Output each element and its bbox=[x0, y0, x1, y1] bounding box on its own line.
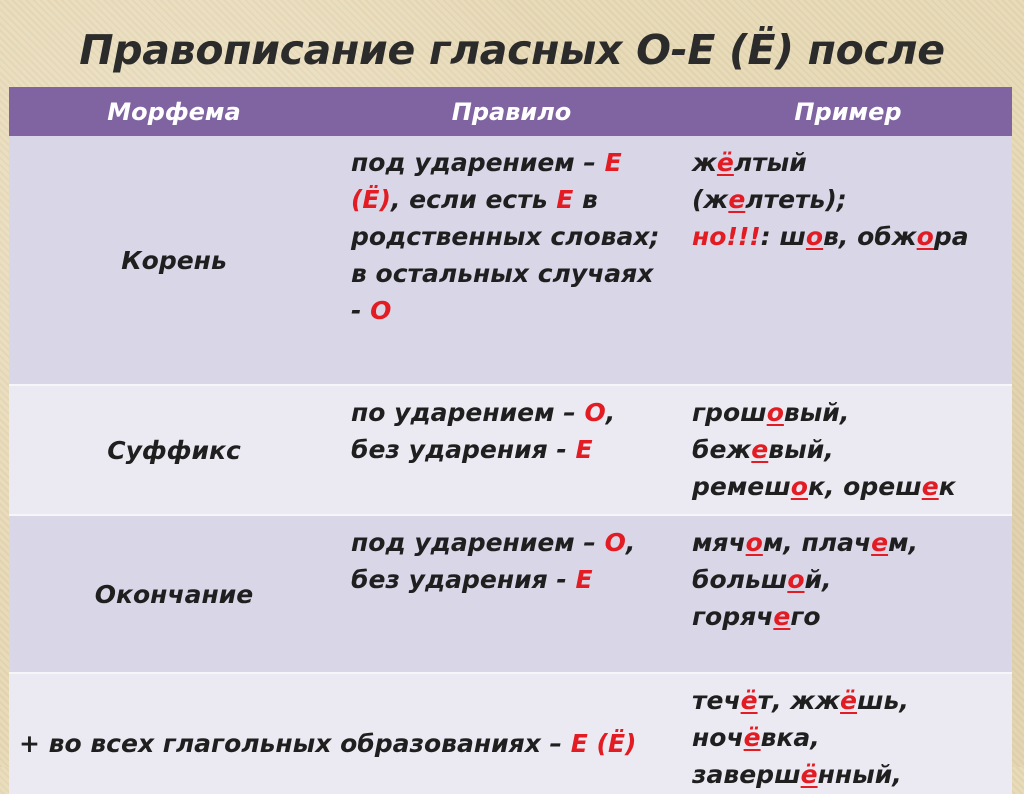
table-row-ending bbox=[9, 514, 1012, 672]
rule-cell: под ударением – О, без ударения - Е bbox=[351, 528, 636, 594]
header-morpheme: Морфема bbox=[107, 97, 241, 126]
example-cell: грошовый, бежевый, ремешок, орешек bbox=[692, 398, 956, 501]
header-example: Пример bbox=[794, 97, 902, 126]
morpheme-cell: Окончание bbox=[94, 579, 254, 609]
morpheme-cell: Суффикс bbox=[107, 435, 241, 465]
table-row-suffix bbox=[9, 384, 1012, 514]
example-cell: мячом, плачем, большой, горячего bbox=[692, 528, 919, 631]
header-rule: Правило bbox=[451, 97, 572, 126]
rule-cell: под ударением – Е (Ё), если есть Е в родственных словах; в остальных случаях - О bbox=[351, 148, 660, 325]
morpheme-cell: Корень bbox=[121, 245, 227, 275]
example-cell: течёт, жжёшь, ночёвка, завершённый, bbox=[692, 686, 909, 789]
rule-cell: по ударением – О, без ударения - Е bbox=[351, 398, 616, 464]
verbal-rule-cell: + во всех глагольных образованиях – Е (Ё) bbox=[19, 728, 637, 758]
spelling-rules-table bbox=[9, 87, 1012, 794]
page-title: Правописание гласных О-Е (Ё) после bbox=[79, 26, 945, 74]
table-header bbox=[9, 87, 1012, 136]
example-cell: жёлтый (желтеть); но!!!: шов, обжора bbox=[692, 148, 969, 251]
table-row-root bbox=[9, 136, 1012, 384]
table-row-verbal bbox=[9, 672, 1012, 794]
